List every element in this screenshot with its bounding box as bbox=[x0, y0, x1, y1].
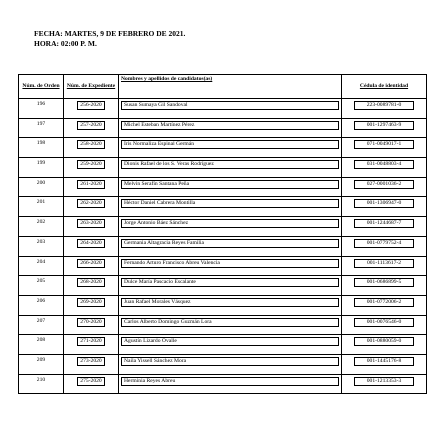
cell-nombre-text: Agustín Lizardo Ovalle bbox=[121, 337, 339, 346]
cell-cedula bbox=[342, 158, 427, 178]
cell-nombre-text: Susan Sumaya Gil Sandoval bbox=[121, 101, 339, 110]
cell-cedula-text: 001-1113617-2 bbox=[354, 259, 414, 268]
cell-expediente bbox=[64, 217, 119, 237]
cell-nombre-text: Naila Yissell Sánchez Mora bbox=[121, 357, 339, 366]
table-row bbox=[19, 374, 427, 394]
cell-orden-text: 207 bbox=[36, 317, 46, 324]
time-line: HORA: 02:00 P. M. bbox=[34, 39, 97, 48]
cell-expediente bbox=[64, 276, 119, 296]
cell-expediente-text: 264-2020 bbox=[77, 239, 104, 248]
cell-cedula bbox=[342, 315, 427, 335]
column-header-cedula: Cédula de identidad bbox=[342, 75, 427, 99]
cell-cedula-text: 001-0779752-4 bbox=[354, 239, 414, 248]
table-row bbox=[19, 335, 427, 355]
cell-orden-text: 206 bbox=[36, 297, 46, 304]
cell-expediente bbox=[64, 177, 119, 197]
cell-cedula-text: 031-0048803-4 bbox=[354, 160, 414, 169]
cell-nombre-text: Dionis Rafael de los S. Veras Rodríguez bbox=[121, 160, 339, 169]
cell-orden bbox=[19, 354, 64, 374]
cell-expediente-text: 258-2020 bbox=[77, 140, 104, 149]
cell-nombre-text: Juan Rafael Morales Vásquez bbox=[121, 298, 339, 307]
cell-cedula bbox=[342, 236, 427, 256]
cell-orden bbox=[19, 138, 64, 158]
cell-orden bbox=[19, 295, 64, 315]
cell-expediente bbox=[64, 158, 119, 178]
cell-cedula-text: 027-0001036-2 bbox=[354, 180, 414, 189]
cell-cedula bbox=[342, 374, 427, 394]
cell-cedula bbox=[342, 118, 427, 138]
cell-nombre bbox=[119, 118, 342, 138]
cell-nombre-text: Carlos Alberto Domingo Guzmán Lora bbox=[121, 318, 339, 327]
cell-cedula-text: 223-0089781-0 bbox=[354, 101, 414, 110]
cell-cedula-text: 001-1445176-8 bbox=[354, 357, 414, 366]
cell-expediente-text: 263-2020 bbox=[77, 219, 104, 228]
column-header-nombre: Nombres y apellidos de candidatos(as) bbox=[119, 75, 342, 99]
cell-cedula-text: 001-1213353-3 bbox=[354, 377, 414, 386]
cell-cedula bbox=[342, 335, 427, 355]
cell-expediente bbox=[64, 335, 119, 355]
cell-orden-text: 201 bbox=[36, 199, 46, 206]
cell-expediente bbox=[64, 315, 119, 335]
cell-orden bbox=[19, 118, 64, 138]
cell-expediente-text: 266-2020 bbox=[77, 259, 104, 268]
cell-expediente-text: 261-2020 bbox=[77, 180, 104, 189]
table-row bbox=[19, 236, 427, 256]
cell-expediente-text: 256-2020 bbox=[77, 101, 104, 110]
cell-orden-text: 198 bbox=[36, 140, 46, 147]
table-row bbox=[19, 99, 427, 119]
cell-cedula-text: 001-1297463-9 bbox=[354, 121, 414, 130]
cell-nombre-text: Iris Normaliza Espinal Germán bbox=[121, 140, 339, 149]
cell-orden-text: 209 bbox=[36, 356, 46, 363]
cell-nombre bbox=[119, 354, 342, 374]
cell-nombre-text: Fernando Arturo Francisco Abreu Valencia bbox=[121, 259, 339, 268]
cell-orden bbox=[19, 315, 64, 335]
cell-expediente bbox=[64, 295, 119, 315]
cell-expediente-text: 271-2020 bbox=[77, 337, 104, 346]
cell-cedula-text: 071-0049017-1 bbox=[354, 140, 414, 149]
cell-nombre bbox=[119, 99, 342, 119]
cell-orden bbox=[19, 276, 64, 296]
cell-nombre bbox=[119, 335, 342, 355]
table-row bbox=[19, 177, 427, 197]
cell-nombre bbox=[119, 177, 342, 197]
cell-expediente-text: 268-2020 bbox=[77, 278, 104, 287]
cell-cedula bbox=[342, 276, 427, 296]
cell-nombre bbox=[119, 138, 342, 158]
table-row bbox=[19, 118, 427, 138]
cell-nombre-text: Melvin Serafín Santana Peña bbox=[121, 180, 339, 189]
cell-nombre-text: Jorge Antonio Báez Sánchez bbox=[121, 219, 339, 228]
cell-nombre bbox=[119, 315, 342, 335]
cell-cedula bbox=[342, 256, 427, 276]
cell-expediente bbox=[64, 374, 119, 394]
cell-cedula-text: 001-1306947-0 bbox=[354, 199, 414, 208]
cell-nombre bbox=[119, 158, 342, 178]
table-row bbox=[19, 354, 427, 374]
cell-cedula bbox=[342, 295, 427, 315]
cell-expediente-text: 270-2020 bbox=[77, 318, 104, 327]
cell-nombre bbox=[119, 236, 342, 256]
cell-orden-text: 196 bbox=[36, 101, 46, 107]
cell-expediente-text: 275-2020 bbox=[77, 377, 104, 386]
candidates-table bbox=[18, 74, 427, 394]
table-header-row bbox=[19, 75, 427, 99]
cell-expediente bbox=[64, 354, 119, 374]
cell-orden bbox=[19, 177, 64, 197]
cell-nombre-text: Herminia Reyes Abreu bbox=[121, 377, 339, 386]
cell-expediente-text: 259-2020 bbox=[77, 160, 104, 169]
cell-orden bbox=[19, 158, 64, 178]
cell-expediente bbox=[64, 236, 119, 256]
cell-nombre-text: Héctor Daniel Cabrera Montilla bbox=[121, 199, 339, 208]
cell-cedula-text: 001-0076546-0 bbox=[354, 318, 414, 327]
cell-expediente bbox=[64, 138, 119, 158]
table-row bbox=[19, 217, 427, 237]
cell-orden-text: 210 bbox=[36, 376, 46, 383]
table-row bbox=[19, 315, 427, 335]
cell-cedula bbox=[342, 197, 427, 217]
cell-orden-text: 197 bbox=[36, 120, 46, 127]
cell-nombre bbox=[119, 217, 342, 237]
cell-expediente-text: 273-2020 bbox=[77, 357, 104, 366]
cell-orden bbox=[19, 236, 64, 256]
cell-cedula bbox=[342, 354, 427, 374]
table-row bbox=[19, 158, 427, 178]
cell-orden-text: 199 bbox=[36, 160, 46, 167]
cell-nombre-text: Michel Esteban Martínez Pérez bbox=[121, 121, 339, 130]
cell-nombre-text: Dulce María Pascacio Escalante bbox=[121, 278, 339, 287]
cell-orden-text: 205 bbox=[36, 278, 46, 285]
table-row bbox=[19, 295, 427, 315]
cell-expediente-text: 257-2020 bbox=[77, 121, 104, 130]
cell-nombre-text: Germania Altagracia Reyes Familia bbox=[121, 239, 339, 248]
cell-cedula bbox=[342, 177, 427, 197]
cell-cedula bbox=[342, 217, 427, 237]
table-row bbox=[19, 197, 427, 217]
cell-orden bbox=[19, 217, 64, 237]
cell-cedula-text: 001-1244687-7 bbox=[354, 219, 414, 228]
cell-cedula-text: 001-0686899-5 bbox=[354, 278, 414, 287]
cell-expediente bbox=[64, 256, 119, 276]
cell-expediente bbox=[64, 197, 119, 217]
cell-nombre bbox=[119, 197, 342, 217]
table-row bbox=[19, 138, 427, 158]
cell-expediente bbox=[64, 99, 119, 119]
cell-nombre bbox=[119, 295, 342, 315]
cell-cedula bbox=[342, 138, 427, 158]
cell-orden-text: 208 bbox=[36, 337, 46, 344]
cell-expediente bbox=[64, 118, 119, 138]
table-row bbox=[19, 276, 427, 296]
cell-orden bbox=[19, 256, 64, 276]
cell-cedula-text: 001-0880059-0 bbox=[354, 337, 414, 346]
column-header-expediente: Núm. de Expediente bbox=[64, 75, 119, 99]
cell-orden bbox=[19, 197, 64, 217]
cell-cedula bbox=[342, 99, 427, 119]
document-header bbox=[34, 29, 185, 49]
cell-orden-text: 202 bbox=[36, 219, 46, 226]
table-row bbox=[19, 256, 427, 276]
cell-orden bbox=[19, 335, 64, 355]
cell-expediente-text: 262-2020 bbox=[77, 199, 104, 208]
column-header-orden: Núm. de Orden bbox=[19, 75, 64, 99]
cell-nombre bbox=[119, 374, 342, 394]
cell-orden-text: 203 bbox=[36, 238, 46, 245]
cell-nombre bbox=[119, 276, 342, 296]
cell-cedula-text: 001-0772006-2 bbox=[354, 298, 414, 307]
cell-orden bbox=[19, 374, 64, 394]
cell-expediente-text: 269-2020 bbox=[77, 298, 104, 307]
cell-orden-text: 200 bbox=[36, 179, 46, 186]
cell-nombre bbox=[119, 256, 342, 276]
date-line: FECHA: MARTES, 9 DE FEBRERO DE 2021. bbox=[34, 29, 186, 38]
cell-orden-text: 204 bbox=[36, 258, 46, 265]
cell-orden bbox=[19, 99, 64, 119]
